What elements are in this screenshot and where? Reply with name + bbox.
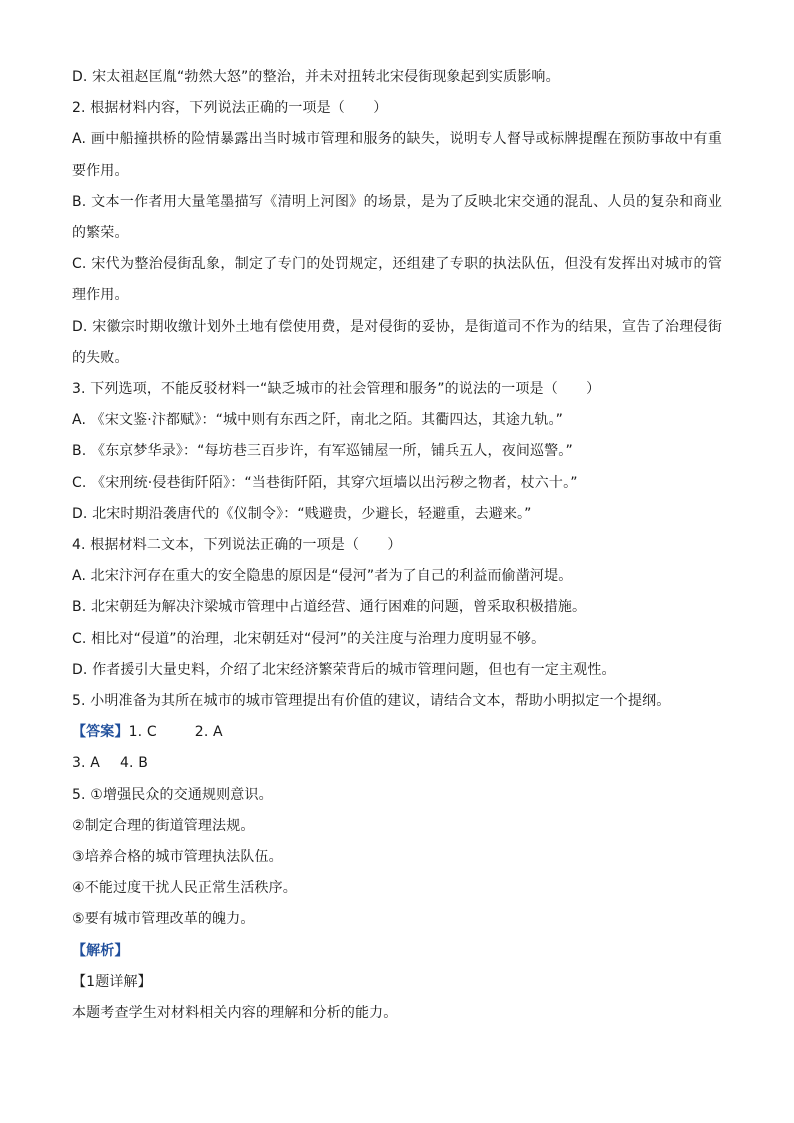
answer-2: 2. A: [194, 724, 223, 741]
answer-1: 1. C: [128, 724, 157, 741]
answer-5-item-5: ⑤要有城市管理改革的魄力。: [72, 911, 255, 928]
q3-option-d: D. 北宋时期沿袭唐代的《仪制令》：“贱避贵，少避长，轻避重，去避来。”: [72, 505, 532, 522]
q3-stem: 3. 下列选项，不能反驳材料一“缺乏城市的社会管理和服务”的说法的一项是（ ）: [72, 381, 601, 398]
q2-option-a: A. 画中船撞拱桥的险情暴露出当时城市管理和服务的缺失，说明专人督导或标牌提醒在预防事故中有重要作用。: [72, 131, 722, 179]
q2-option-c: C. 宋代为整治侵街乱象，制定了专门的处罚规定，还组建了专职的执法队伍，但没有发挥出对城市的管理作用。: [72, 256, 722, 304]
answer-5-item-3: ③培养合格的城市管理执法队伍。: [72, 849, 283, 866]
q3-option-b: B. 《东京梦华录》：“每坊巷三百步许，有军巡铺屋一所，铺兵五人，夜间巡警。”: [72, 443, 573, 460]
answer-5-item-2: ②制定合理的街道管理法规。: [72, 817, 255, 834]
q2-option-b: B. 文本一作者用大量笔墨描写《清明上河图》的场景，是为了反映北宋交通的混乱、人员的复杂和商业的繁荣。: [72, 193, 722, 242]
answer-row-2: [72, 748, 722, 779]
answer-5-item-4: ④不能过度干扰人民正常生活秩序。: [72, 880, 297, 897]
detail-heading: 【1题详解】: [72, 973, 152, 990]
answer-5-item-1: 5. ①增强民众的交通规则意识。: [72, 786, 273, 803]
q1-option-d: D. 宋太祖赵匡胤“勃然大怒”的整治，并未对扭转北宋侵街现象起到实质影响。: [72, 69, 560, 85]
q4-stem: 4. 根据材料二文本，下列说法正确的一项是（ ）: [72, 537, 402, 554]
q3-option-a: A. 《宋文鉴·汴都赋》：“城中则有东西之阡，南北之陌。其衢四达，其途九轨。”: [72, 412, 564, 429]
analysis-tag: 【解析】: [72, 942, 129, 959]
q4-option-d: D. 作者援引大量史料，介绍了北宋经济繁荣背后的城市管理问题，但也有一定主观性。: [72, 661, 616, 678]
answer-4: 4. B: [120, 755, 149, 772]
q3-option-c: C. 《宋刑统·侵巷街阡陌》：“当巷街阡陌，其穿穴垣墙以出污秽之物者，杖六十。”: [72, 474, 578, 491]
answer-row-1: [72, 717, 722, 748]
detail-text: 本题考查学生对材料相关内容的理解和分析的能力。: [72, 1005, 398, 1022]
q4-option-c: C. 相比对“侵道”的治理，北宋朝廷对“侵河”的关注度与治理力度明显不够。: [72, 630, 546, 647]
analysis-heading: [72, 936, 722, 967]
q4-option-a: A. 北宋汴河存在重大的安全隐患的原因是“侵河”者为了自己的利益而偷凿河堤。: [72, 568, 573, 585]
q5-stem: 5. 小明准备为其所在城市的城市管理提出有价值的建议，请结合文本，帮助小明拟定一个提纲。: [72, 693, 671, 710]
q2-stem: 2. 根据材料内容，下列说法正确的一项是（ ）: [72, 100, 388, 117]
q4-option-b: B. 北宋朝廷为解决汴梁城市管理中占道经营、通行困难的问题，曾采取积极措施。: [72, 599, 587, 616]
answer-tag: 【答案】: [72, 724, 129, 741]
q2-option-d: D. 宋徽宗时期收缴计划外土地有偿使用费，是对侵街的妥协，是街道司不作为的结果，宣告了治理侵街的失败。: [72, 318, 722, 366]
answer-3: 3. A: [72, 755, 100, 772]
document-page: [72, 62, 722, 1029]
